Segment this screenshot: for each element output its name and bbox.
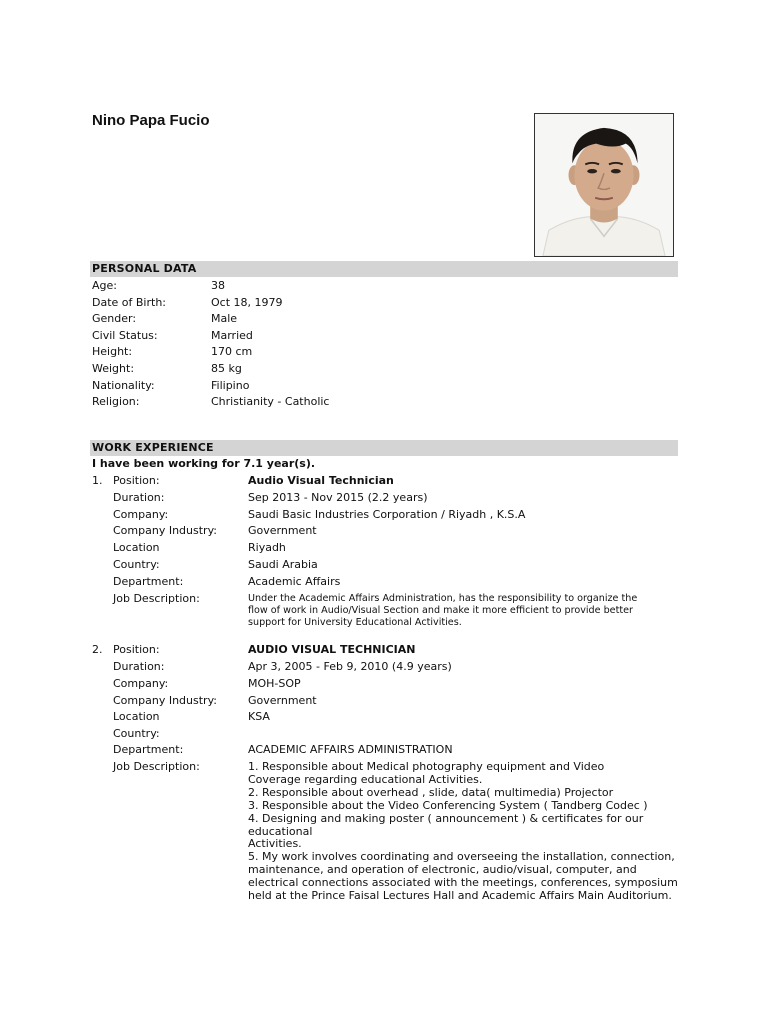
field-value: 170 cm — [211, 345, 253, 359]
candidate-name: Nino Papa Fucio — [92, 112, 210, 129]
company-label: Company: — [113, 677, 169, 690]
field-value: 85 kg — [211, 362, 242, 375]
job-description-label: Job Description: — [113, 760, 200, 773]
field-value: 38 — [211, 279, 225, 292]
work-experience-header-label: WORK EXPERIENCE — [92, 441, 214, 454]
field-label: Age: — [92, 279, 117, 292]
experience-summary: I have been working for 7.1 year(s). — [92, 457, 316, 470]
location-value: KSA — [248, 710, 270, 723]
country-value: Saudi Arabia — [248, 558, 318, 571]
field-value: Male — [211, 312, 238, 326]
field-value: Married — [211, 328, 253, 342]
industry-label: Company Industry: — [113, 524, 217, 538]
job-description-value: 1. Responsible about Medical photography equipment and Video Coverage regarding educational Activities. 2. Responsible about overhead , slide, data( multimedia) Projector 3. Responsible about the Video Conferencing System ( Tandberg Codec ) 4. Designing and making poster ( announcement ) & certificates for our educational Activities. 5. My work involves coordinating and overseeing the installation, connection, maintenance, and operation of electronic, audio/visual, computer, and electrical connections associated with the meetings, conferences, symposium held at the Prince Faisal Lectures Hall and Academic Affairs Main Auditorium. — [248, 760, 678, 903]
profile-photo — [534, 113, 674, 257]
duration-value: Apr 3, 2005 - Feb 9, 2010 (4.9 years) — [248, 660, 452, 673]
country-label: Country: — [113, 558, 160, 571]
duration-value: Sep 2013 - Nov 2015 (2.2 years) — [248, 490, 428, 504]
position-label: Position: — [113, 474, 160, 487]
duration-label: Duration: — [113, 660, 165, 673]
job-description-value: Under the Academic Affairs Administration, has the responsibility to organize the flow of work in Audio/Visual Section and make it more efficient to provide better support for University Educational Activities. — [248, 593, 638, 628]
field-label: Weight: — [92, 362, 135, 375]
company-value: Saudi Basic Industries Corporation / Riyadh , K.S.A — [248, 507, 526, 521]
department-value: ACADEMIC AFFAIRS ADMINISTRATION — [248, 743, 453, 756]
job-description-label: Job Description: — [113, 591, 200, 605]
department-label: Department: — [113, 743, 184, 756]
field-value: Oct 18, 1979 — [211, 295, 283, 309]
personal-data-header — [90, 261, 678, 277]
duration-label: Duration: — [113, 490, 165, 504]
company-value: MOH-SOP — [248, 677, 301, 690]
field-label: Height: — [92, 345, 133, 359]
field-value: Christianity - Catholic — [211, 395, 330, 409]
company-label: Company: — [113, 507, 169, 521]
industry-value: Government — [248, 693, 317, 707]
position-label: Position: — [113, 643, 160, 656]
job-number: 2. — [92, 643, 103, 656]
field-value: Filipino — [211, 378, 250, 392]
personal-data-header-label: PERSONAL DATA — [92, 262, 197, 275]
location-label: Location — [113, 710, 160, 723]
field-label: Gender: — [92, 312, 137, 326]
industry-label: Company Industry: — [113, 693, 217, 707]
position-value: AUDIO VISUAL TECHNICIAN — [248, 643, 416, 656]
location-value: Riyadh — [248, 541, 286, 555]
department-value: Academic Affairs — [248, 574, 341, 588]
field-label: Civil Status: — [92, 328, 158, 342]
work-experience-header — [90, 440, 678, 456]
field-label: Date of Birth: — [92, 295, 167, 309]
department-label: Department: — [113, 574, 184, 588]
industry-value: Government — [248, 524, 317, 538]
location-label: Location — [113, 541, 160, 555]
profile-photo-image — [535, 114, 673, 256]
job-number: 1. — [92, 474, 103, 487]
country-label: Country: — [113, 726, 160, 740]
field-label: Nationality: — [92, 378, 155, 392]
field-label: Religion: — [92, 395, 140, 409]
position-value: Audio Visual Technician — [248, 474, 394, 487]
